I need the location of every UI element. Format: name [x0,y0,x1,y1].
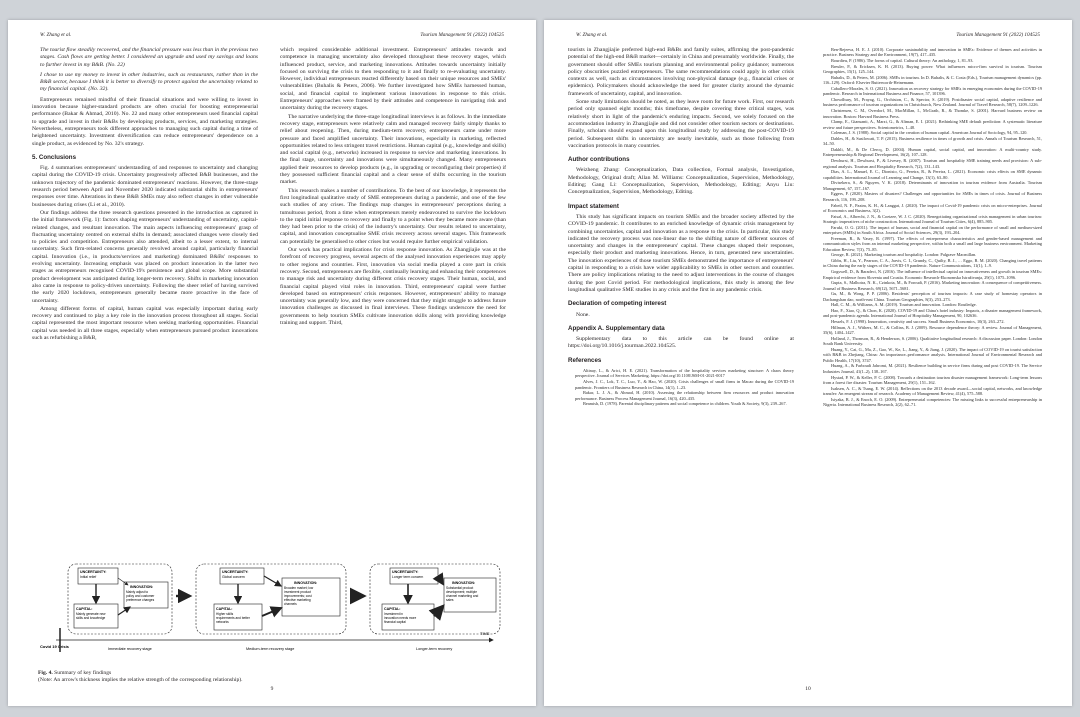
section-heading: Declaration of competing interest [568,300,667,308]
capital-text-1: Higher skills [216,612,234,616]
interview-quote: I chose to use my money to invest in other industries, such as restaurants, rather than in the B&B sector, because I think it is better to diversify to protect against the uncertainty related to my financial capital. (No. 32). [40,71,258,93]
innovation-text-2: investment product [284,590,311,594]
reference-item: Coleman, J. S. (1988). Social capital in the creation of human capital. American Journal of Sociology, 94, 95–120. [831,130,1028,136]
reference-item: Dewhurst, H., Dewhurst, P., & Livesey, R. (2007). Tourism and hospitality SME training needs and provision: A sub-regional analysis. Tourism and Hospitality Research, 7(2), 131–143. [823,158,1042,169]
figure-label: Fig. 4. [38,670,53,676]
appendix-text[interactable]: Supplementary data to this article can be found online at https://doi.org/10.1016/j.tourman.2022.104525. [568,336,794,350]
uncertainty-title: UNCERTAINTY: [222,570,249,574]
reference-item: Fabeil, N. F., Pazim, K. H., & Langgat, J. (2020). The impact of Covid-19 pandemic crisis on micro-enterprises. Journal of Economics and Business, 3(2). [823,202,1042,213]
header-author: W. Zhang et al. [576,32,608,38]
reference-item: Gupta, S., Malhotra, N. K., Czinkota, M., & Foroudi, P. (2016). Marketing innovation: A consequence of competitiveness. Journal of Business Research, 69(12), 5671–5681. [823,280,1042,291]
reference-item: Caballero-Morales, S. O. (2021). Innovation as recovery strategy for SMEs in emerging economies during the COVID-19 pandemic. Research in International Business and Finance, 57, 101396. [823,85,1042,97]
capital-title: CAPITAL: [384,607,401,611]
reference-item: Breuler, P., & Ericksen, K. H. (2013). Buying power: What influences micro-firm survival in tourism. Tourism Geographies, 15(1), 125–144. [823,63,1042,75]
innovation-text-2: development; multiple [446,590,478,594]
impact-statement: This study has significant impacts on tourism SMEs and the broader society affected by the COVID-19 pandemic. It contributes to an enriched knowledge of dynamic crisis management by combining uncertainties, capital and innovation as a response to the crisis. In particular, this study indicated the recovery process was non-linear due to the shifting nature of different sources of uncertainty and changes in the entrepreneurs' capital. These changes shaped their responses, especially their product and marketing innovations. Hence, in turn, generated new uncertainties. The innovation experiences of those tourism SMEs demonstrated the importance of entrepreneurs' capital in responding to a crisis have wider applicability to SMEs in other sectors and countries. There are policy implications relating to the need to adjust interventions in the course of changes during the post Covid period. For methodological implications, this study is among the few longitudinal qualitative SME studies in any crisis and the first in any pandemic crisis. [568,213,794,293]
reference-item: Dahles, H., & Susilowati, T. P. (2015). Business resilience in times of growth and crisis. Annals of Tourism Research, 51, 34–50. [823,135,1042,147]
reference-item: Bourdieu, P. (1986). The forms of capital. Cultural theory: An anthology, 1, 81–93. [831,58,974,64]
innovation-title: INNOVATION: [294,581,318,585]
reference-item: Isiyaka, B. J., & Enoch, E. O. (2009). Entrepreneurial competencies: The missing links to successful entrepreneurship in Nigeria. International Business Research, 2(2), 62–71. [823,396,1042,408]
section-heading: Author contributions [568,156,630,164]
competing-interest: None. [576,311,590,318]
capital-text-3: financial capital [384,620,406,624]
figure-caption [38,670,508,684]
crisis-label: Covid 19 Crisis [40,644,69,649]
time-label: TIME [480,631,490,636]
section-heading: 5. Conclusions [32,153,77,161]
reference-item: Chowdhury, M., Prayag, G., Orchiston, C., & Spector, S. (2019). Postdisaster social capital, adaptive resilience and business performance of tourism organizations in Christchurch, New Zealand. Journal of Travel Research, 58(7), 1209–1226. [823,97,1042,108]
capital-text-1: Mainly generate new [76,612,106,616]
uncertainty-title: UNCERTAINTY: [80,570,107,574]
reference-item: Gogswell, D., & Baradeci, N. (2016). The influence of intellectual capital on innovativeness and growth in tourism SMEs: Empirical evidence from Slovenia and Croatia. Economic Research-Ekonomska Istraživanja, 29(1), 1075–1096. [823,269,1042,280]
innovation-text-4: effective marketing [284,598,311,602]
reference-item: Huang, Y., Cai, G., Ma, Z., Gao, W., Ke, L., Jiang, Y., & Jiang, J. (2020). The impact of COVID-19 on tourist satisfaction with B&B in Zhejiang, China: An importance–performance analysis. International Journal of Environmental Research and Public Health, 17(10), 3747. [823,346,1042,363]
reference-item: Christensen, C. M., Overdorf, M., MacMillan, I., McGrath, R., & Thomke, S. (2001). Harvard business review on innovation. Boston: Harvard Business Press. [823,108,1042,119]
reference-item: Faisal, A., Albrecht, J. N., & Coetzee, W. J. C. (2020). Renegotiating organizational crisis management in urban tourism: Strategic imperatives of niche construction. International Journal of Tourism Cities, 6(4), 885–905. [823,213,1042,225]
stage-label: Longer-term recovery [416,647,453,651]
body-paragraph: This research makes a number of contributions. To the best of our knowledge, it represents the first longitudinal qualitative study of SME entrepreneurs during a pandemic, and one of the few such studies of any crises. The findings map changes in entrepreneurs' perceptions during a tumultuous period, from a time when entrepreneurs merely endeavoured to survive the lockdown to the rapid initial response to recovery and finally to a point when they became more aware (than they had been prior to the crisis) of the industry's uncertainty. Our results related to uncertainty, capital, and innovation conceptualise SME crisis recovery across several stages. This framework can potentially be generalised to other crises but would require further empirical validation. [280,187,506,245]
innovation-text-3: channel marketing and [446,594,479,598]
reference-item: Bakar, L. J. A., & Ahmad, H. (2010). Assessing the relationship between firm resources and product innovation performance. Business Process Management Journal, 16(3), 420–435. [575,390,794,401]
innovation-text-3: improvements; cost [284,594,312,598]
capital-title: CAPITAL: [76,607,93,611]
running-header [576,32,1040,38]
uncertainty-text: Initial relief [80,575,97,579]
body-paragraph: Entrepreneurs remained mindful of their financial situations and were willing to invest in innovation because higher-standard products are often crucial for boosting entrepreneurial performance (Bakar & Ahmad, 2010). No. 22 and many other entrepreneurs used financial capital to upgrade and invest in their B&Bs by developing products, services, and marketing strategies. Nevertheless, entrepreneurs took different approaches to managing such capital during a time of heightened uncertainty. Investment diversification can reduce entrepreneurs' dependence on a single product, as evidenced by No. 32's strategy. [32,96,258,147]
section-heading: Impact statement [568,202,619,210]
reference-item: George, R. (2021). Marketing tourism and hospitality. London: Palgrave Macmillan. [831,252,977,258]
header-journal: Tourism Management 91 (2022) 104525 [956,32,1040,38]
uncertainty-text: Global concern [222,575,245,579]
stage-label: Medium-term recovery stage [246,647,295,651]
body-paragraph: The narrative underlying the three-stage longitudinal interviews is as follows. In the immediate recovery stage, entrepreneurs were relatively calm and managed recovery fairly simply thanks to relief about reopening. Then, during medium-term recovery, entrepreneurs came under more pressure and faced amplified uncertainty. Their innovations, especially in marketing, reflected opportunities related to less stringent travel restrictions. Human capital (e.g., knowledge and skills) and social capital (e.g., networks) increased in response to service and marketing innovations. In the final stage, uncertainty and innovations were simultaneously changed. Many entrepreneurs applied their resources to develop products (e.g., in upgrading or reconfiguring their properties) if they possessed sufficient financial capital and a clear sense of shifts occurring in the tourism market. [280,113,506,186]
uncertainty-title: UNCERTAINTY: [392,570,419,574]
reference-item: Buhalis, D., & Peters, M. (2006). SMEs in tourism. In D. Buhalis, & C. Costa (Eds.), Tourism management dynamics (pp. 116–129). Oxford: Elsevier Butterworth-Heinemann. [823,74,1042,86]
reference-item: Beamish, D. (1978). Parental disciplinary patterns and social competence in children. Youth & Society, 9(3), 239–267. [583,401,787,407]
innovation-text-3: preference changes [126,598,155,602]
section-heading: References [568,356,602,364]
capital-text-3: networks [216,620,229,624]
interview-quote: The tourist flow steadily recovered, and the financial pressure was less than in the previous two stages. Cash flows are getting better. I considered an upgrade and used my savings and loans to further invest in my B&B. (No. 22) [40,47,258,68]
reference-item: Isaksen, A. C., & Tsang, E. W. (2014). Reflections on the 2013 decade award—social capital, networks, and knowledge transfer: An emergent stream of research. Academy of Management Review, 41(4), 575–588. [823,385,1042,397]
header-journal: Tourism Management 91 (2022) 104525 [420,32,504,38]
reference-item: Hillman, A. J., Withers, M. C., & Collins, B. J. (2009). Resource dependence theory: A review. Journal of Management, 35(6), 1404–1427. [823,324,1042,336]
running-header [40,32,504,38]
innovation-title: INNOVATION: [452,581,476,585]
reference-item: Gu, M., & Wong, P. P. (2006). Residents' perception of tourism impacts: A case study of homestay operators in Dachangshan dao, north-east China. Tourism Geographies, 8(3), 253–273. [823,291,1042,302]
body-paragraph: Among different forms of capital, human capital was especially important during early recovery and continued to play a key role in the innovation process throughout all stages. Social capital represented the most important resource when seeking marketing opportunities. Financial capital was needed in all three stages, especially when entrepreneurs pursued product innovations such as refurbishing a B&B, [32,305,258,341]
author-contributions: Weizheng Zhang: Conceptualization, Data collection, Formal analysis, Investigation, Methodology, Original draft; Allan M. Williams: Conceptualization, Supervision, Methodology, Editing; Gang Li: Conceptualization, Supervision, Methodology, Editing; Anyu Liu: Conceptualization, Supervision, Methodology, Editing. [568,167,794,196]
reference-item: Alves, J. C., Lok, T. C., Luo, Y., & Hao, W. (2020). Crisis challenges of small firms in Macao during the COVID-19 pandemic. Frontiers of Business Research in China, 14(1), 1–23. [575,379,794,390]
header-author: W. Zhang et al. [40,32,72,38]
capital-text-1: Investment in [384,612,403,616]
capital-title: CAPITAL: [216,607,233,611]
left-column [32,47,258,552]
innovation-text-4: sales [446,598,454,602]
page-9 [8,20,536,706]
body-paragraph: which required considerable additional investment. Entrepreneurs' attitudes towards and competence in managing uncertainty also developed throughout these recovery stages, which influenced product, service, and marketing innovations. Attitudes towards uncertainty initially focused on surviving the crisis to then responding to it and finally to re-evaluating uncertainty. However, individual entrepreneurs reacted differently based on their unique resources and SMEs' vulnerabilities (Buhalis & Peters, 2006). We further investigated how SMEs harnessed human, social, and financial capital to implement various innovations in response to this crisis. Entrepreneurs' approaches were framed by their attitudes and competence in navigating risk and uncertainty during the recovery stages. [280,47,506,112]
reference-list [816,47,1042,675]
section-heading: Appendix A. Supplementary data [568,324,665,332]
reference-item: Dias, A. L., Manuel, E. C., Dionisio, G., Pereira, R., & Pereira, L. (2021). Economic crisis effects on SME dynamic capabilities. International Journal of Learning and Change, 13(1), 63–80. [823,169,1042,180]
figure-title: Summary of key findings [54,670,112,676]
innovation-title: INNOVATION: [130,585,154,589]
figure-note: (Note: An arrow's thickness implies the relative strength of the corresponding relationship). [38,677,243,683]
page-number: 10 [805,686,811,692]
reference-list [568,368,794,407]
innovation-text-1: Broaden market; low [284,586,314,590]
capital-text-2: skills and knowledge [76,616,106,620]
innovation-text-1: Substantial product [446,586,474,590]
body-paragraph: tourists in Zhangjiajie preferred high-end B&Bs and family suites, affirming the post-pandemic potential of the high-end B&B market—certainly in China and presumably worldwide. Finally, the government should offer SMEs tourism planning and environmental policy guidance; numerous policy obscurities puzzled entrepreneurs. The same recommendations could apply in other crisis contexts as well, such as circumstances involving non-physical damage (e.g., financial crises or epidemics). Policymakers should acknowledge the need for greater clarity around the dynamic framework of uncertainty, capital, and innovation. [568,47,794,97]
body-paragraph: Our findings address the three research questions presented in the introduction as captured in the initial framework (Fig. 1): factors shaping entrepreneurs' understanding of uncertainty, capital-related changes, and resultant innovation. The main aspects influencing entrepreneurs' grasp of fluctuating uncertainty centred on external shifts in demand; associated changes were closely tied to policies and competition. Entrepreneurs also attended, albeit to a lesser extent, to internal uncertainty. Such firm-related concerns generally revolved around capital, particularly financial capital. Innovation (i.e., in products/services and marketing) dominated B&Bs' responses to evolving uncertainty. Increasing emphasis was placed on product innovation in the latter two stages as entrepreneurs recognised COVID-19's persistence and global scope. More substantial product development was anticipated during longer-term recovery. Shifts in marketing innovation also came in response to policy-driven uncertainty. Following the sheer relief of having survived the early 2020 lockdown, entrepreneurs generally became more proactive in the face of uncertainty. [32,209,258,304]
reference-item: Faruki, O. G. (2011). The impact of human, social and financial capital on the performance of small and medium-sized enterprises (SMEs) in South Africa. Journal of Social Sciences, 29(3), 193–204. [823,224,1042,236]
stage-group [196,564,346,634]
figure-4-diagram [38,560,508,665]
page-10 [544,20,1072,706]
stage-label: Immediate recovery stage [108,647,152,651]
reference-item: Ben-Rejeeva, H. E. J. (2010). Corporate sustainability and innovation in SMEs: Evidence of themes and activities in practice. Business Strategy and the Environment, 19(7), 417–435. [823,47,1042,58]
capital-text-2: innovation needs more [384,616,417,620]
reference-item: Divisekera, S., & Nguyen, V. K. (2018). Determinants of innovation in tourism evidence from Australia. Tourism Management, 67, 157–167. [823,180,1042,191]
innovation-text-1: Mainly adjust to [126,590,149,594]
stage-group [68,564,172,634]
uncertainty-text: Longer term concern [392,575,424,579]
body-paragraph: Fig. 4 summarises entrepreneurs' understanding of and responses to uncertainty and changing capital during the COVID-19 crisis. Uncertainty progressively affected B&B businesses, and the unknown trajectory of the pandemic dominated entrepreneurs' reactions. However, the three-stage research period between April and November 2020 indicated substantial shifts in entrepreneurs' responses over time. Alterations in these B&B SMEs may also reflect changes in other vulnerable businesses during crises (Li et al., 2010). [32,165,258,208]
reference-item: Huang, A., & Farboudi Jahromi, M. (2021). Resilience building in service firms during and post COVID-19. The Service Industries Journal, 41(1–2), 138–167. [823,363,1042,374]
reference-item: Hao, F., Xiao, Q., & Chon, K. (2020). COVID-19 and China's hotel industry: Impacts, a disaster management framework, and post-pandemic agenda. International Journal of Hospitality Management, 90, 102636. [823,307,1042,319]
reference-item: Hessels, F. J. (1998). Innovation, creativity and success. Small Business Economics, 10(3), 263–272. [831,319,1005,325]
page-number: 9 [270,686,274,692]
reference-item: Holland, J., Thomson, R., & Henderson, S. (2006). Qualitative longitudinal research: A discussion paper. London: London South Bank University. [823,335,1042,347]
reference-item: Hystad, P. W., & Keller, P. C. (2008). Towards a destination tourism disaster management framework: Long-term lessons from a forest fire disaster. Tourism Management, 29(1), 151–162. [823,374,1042,385]
innovation-text-5: channels [284,602,297,606]
stage-group [370,564,500,634]
left-column [568,47,794,667]
body-paragraph: Some study limitations should be noted, as they leave room for future work. First, our research period only spanned eight months; this timeframe, despite covering three critical stages, was relatively short in light of the pandemic's enduring impacts. Second, we solely focused on the accommodation industry in Zhangjiajie and did not consider other tourism sectors or destinations. Finally, scholars should expand upon this longitudinal study by addressing the post-COVID-19 period. Subsequent shifts in uncertainty are nearly inevitable, such as those following from vaccination protocols in many countries. [568,99,794,149]
capital-text-2: requirements and better [216,616,250,620]
body-paragraph: Our work has practical implications for crisis response innovation. As Zhangjiajie was at the forefront of recovery progress, several aspects of the analysed innovation experiences may apply to other regions and countries. First, innovation via social media played a core part in crisis recovery. Second, entrepreneurs are flexible, continually learning and enhancing their competences to manage risk and uncertainty during different crisis recovery stages. Their human, social, and financial capital played vital roles in innovation. Third, entrepreneurs' capital were further developed based on entrepreneurs' crisis responses. However, entrepreneurs' ability to manage uncertainty was generally low, and they were concerned that they might struggle to address future innovation challenges as discussed in final interviews. These findings underscore the need for governments to help tourism SMEs cultivate innovation skills along with providing knowledge training and support. Third, [280,247,506,326]
reference-item: Eggers, F. (2020). Masters of disasters? Challenges and opportunities for SMEs in times of crisis. Journal of Business Research, 116, 199–208. [823,191,1042,202]
reference-item: Dakhli, M., & De Clercq, D. (2004). Human capital, social capital, and innovation: A multi-country study. Entrepreneurship & Regional Development, 16(2), 107–128. [823,147,1042,158]
reference-item: Clamp, E., Giansanti, A., Marzi, G., & Altman, E. I. (2021). Rethinking SME default prediction: A systematic literature review and future perspectives. Scientometrics, 1–48. [823,119,1042,130]
reference-item: Hall, C. M., & Williams, A. M. (2019). Tourism and innovation. London: Routledge. [831,302,977,308]
innovation-text-2: policy and customer [126,594,155,598]
reference-item: Freeman, R., & Vasey, R. (1997). The effects of entrepreneur characteristics and gender-based management and communication styles from an internal marketing perspective, within both a small and large business environment. Marketing Education Review, 7(3), 75–85. [823,235,1042,252]
reference-item: Gibbs, H., Liu, Y., Pearson, C. A., Jarvis, C. I., Grundy, C., Quilty, B. J., … Eggo, R. M. (2020). Changing travel patterns in China during the early stages of the COVID-19 pandemic. Nature Communications, 11(1), 1–9. [823,257,1042,269]
right-column [280,47,506,552]
reference-item: Altinay, L., & Arici, H. E. (2021). Transformation of the hospitality services marketing structure: A chaos theory perspective. Journal of Services Marketing. https://doi.org/10.1108/JSM-01-2021-0017 [575,367,794,379]
